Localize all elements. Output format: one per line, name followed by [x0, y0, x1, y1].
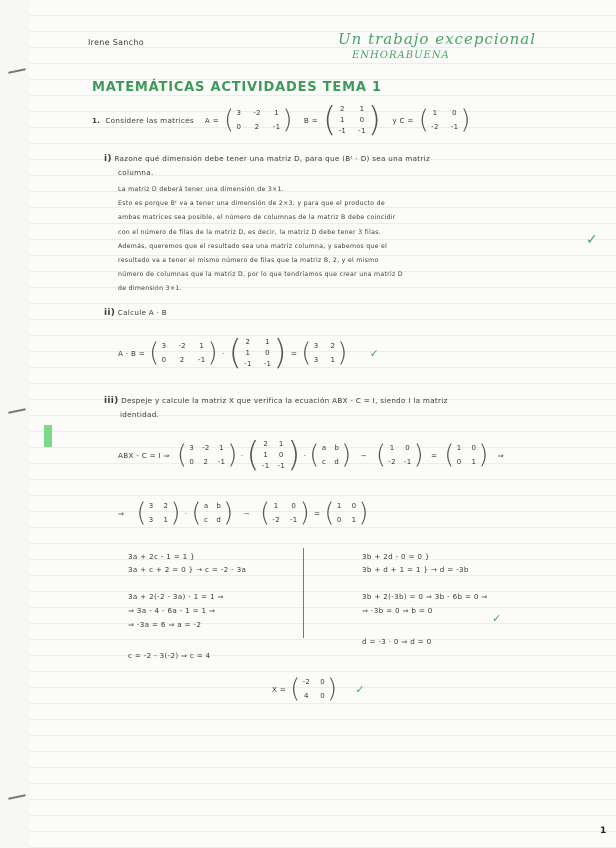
- column-divider: [303, 548, 304, 638]
- check-mark-icon: ✓: [586, 232, 598, 248]
- step-line: 3b + d + 1 = 1 } → d = -3b: [362, 565, 469, 574]
- part-3-question-cont: identidad.: [120, 410, 160, 419]
- product-lhs: A · B =: [118, 348, 146, 358]
- part-3-equation-2: ⇒ ( 3 2 3 1 ) · ( a b c d ) − ( 1 0 -2 -1 ) = ( 1 0 0 1 ): [118, 498, 369, 528]
- step-line: 3b + 2(-3b) = 0 ⇒ 3b - 6b = 0 ⇒: [362, 592, 488, 601]
- step-line: ⇒ -3a = 6 ⇒ a = -2: [128, 620, 202, 629]
- final-result: [272, 676, 365, 702]
- matrix-c: ( 1 0 -2 -1 ): [375, 440, 424, 470]
- matrix-a: ( 3 -2 1 0 2 -1 ): [224, 105, 293, 135]
- check-mark-icon: ✓: [355, 682, 365, 696]
- check-mark-icon: ✓: [369, 346, 380, 360]
- part-3-equation-1: ABX - C = I ⇒ ( 3 -2 1 0 2 -1 ) · ( 2 1 1 0 -1 -1 ) · ( a b c d ) − ( 1 0 -2 -1 ) = ( 1 0 0 1 ) ⇒: [118, 435, 505, 475]
- identity-matrix: ( 1 0 0 1 ): [324, 498, 369, 528]
- answer-line: número de columnas que la matriz D, por lo que tendríamos que crear una matriz D: [118, 271, 403, 279]
- result-matrix-x: ( -2 0 4 0 ): [290, 674, 338, 704]
- answer-line: ambas matrices sea posible, el número de columnas de la matriz B debe coincidir: [118, 214, 396, 222]
- binder-hole-mark: [8, 408, 26, 414]
- step-line: 3a + c + 2 = 0 } → c = -2 - 3a: [128, 565, 247, 574]
- matrix-b: ( 2 1 1 0 -1 -1 ): [228, 333, 287, 373]
- part-2-question: ii) Calcule A · B: [104, 308, 168, 318]
- answer-line: Además, queremos que el resultado sea una matriz columna, y sabemos que el: [118, 242, 388, 250]
- question-1: [92, 100, 471, 140]
- page-number: 1: [600, 826, 607, 836]
- x-label: X =: [272, 684, 287, 694]
- page-title: MATEMÁTICAS ACTIVIDADES TEMA 1: [92, 80, 382, 95]
- matrix-b: ( 2 1 1 0 -1 -1 ): [246, 435, 301, 475]
- matrix-c: ( 1 0 -2 -1 ): [418, 105, 471, 135]
- matrix-a: ( 3 -2 1 0 2 -1 ): [149, 338, 218, 368]
- answer-line: con el número de filas de la matriz D, es decir, la matriz D debe tener 3 filas.: [118, 228, 381, 236]
- dot-operator: ·: [221, 348, 225, 358]
- binder-margin: [0, 0, 30, 848]
- binder-hole-mark: [8, 794, 26, 800]
- step-line: ⇒ -3b = 0 ⇒ b = 0: [362, 606, 433, 615]
- part-label: iii): [104, 396, 119, 406]
- result-matrix: ( 3 2 3 1 ): [136, 498, 181, 528]
- question-statement: Considere las matrices: [105, 115, 194, 125]
- question-number: 1.: [92, 115, 101, 125]
- step-line: 3a + 2c - 1 = 1 }: [128, 552, 195, 561]
- step-line: ⇒ 3a - 4 - 6a - 1 = 1 ⇒: [128, 606, 216, 615]
- matrix-x: ( a b c d ): [309, 440, 352, 470]
- equals-operator: =: [290, 348, 298, 358]
- student-name: Irene Sancho: [88, 38, 144, 47]
- part-label: ii): [104, 308, 116, 318]
- answer-line: de dimensión 3×1.: [118, 285, 182, 293]
- answer-line: La matriz D deberá tener una dimensión de 3×1.: [118, 186, 285, 193]
- matrix-b: ( 2 1 1 0 -1 -1 ): [323, 100, 382, 140]
- right-steps: [362, 552, 488, 646]
- result-matrix: ( 3 2 3 1 ): [301, 338, 348, 368]
- part-label: i): [104, 154, 112, 164]
- left-steps: [128, 552, 246, 660]
- grade-comment: Un trabajo excepcional: [338, 30, 537, 48]
- step-line: d = -3 · 0 ⇒ d = 0: [362, 637, 432, 646]
- part-1-question: i) Razone qué dimensión debe tener una matriz D, para que (Bᵗ · D) sea una matriz: [104, 154, 431, 164]
- identity-matrix: ( 1 0 0 1 ): [444, 440, 489, 470]
- step-line: 3a + 2(-2 - 3a) - 1 = 1 ⇒: [128, 592, 224, 601]
- part-3-question: iii) Despeje y calcule la matriz X que verifica la ecuación ABX - C = I, siendo I la matriz: [104, 396, 448, 406]
- matrix-b-label: B =: [303, 115, 318, 125]
- matrix-c-label: y C =: [392, 115, 414, 125]
- matrix-x: ( a b c d ): [191, 498, 234, 528]
- part-2-computation: [118, 333, 380, 373]
- matrix-a: ( 3 -2 1 0 2 -1 ): [176, 440, 238, 470]
- step-line: 3b + 2d - 0 = 0 }: [362, 552, 430, 561]
- part-1-question-cont: columna.: [118, 168, 154, 177]
- binder-hole-mark: [8, 68, 26, 74]
- check-mark-icon: ✓: [492, 612, 502, 625]
- step-line: c = -2 - 3(-2) ⇒ c = 4: [128, 651, 211, 660]
- matrix-a-label: A =: [204, 115, 219, 125]
- green-tab-sticker: [44, 425, 52, 447]
- grade-comment-2: ENHORABUENA: [352, 50, 450, 61]
- answer-line: resultado va a tener el mismo número de filas que la matriz B, 2, y el mismo: [118, 257, 379, 265]
- part-1-answer: [118, 183, 403, 297]
- answer-line: Esto es porque Bᵗ va a tener una dimensión de 2×3, y para que el producto de: [118, 200, 385, 208]
- matrix-c: ( 1 0 -2 -1 ): [259, 498, 311, 528]
- equation-lhs: ABX - C = I ⇒: [118, 450, 170, 460]
